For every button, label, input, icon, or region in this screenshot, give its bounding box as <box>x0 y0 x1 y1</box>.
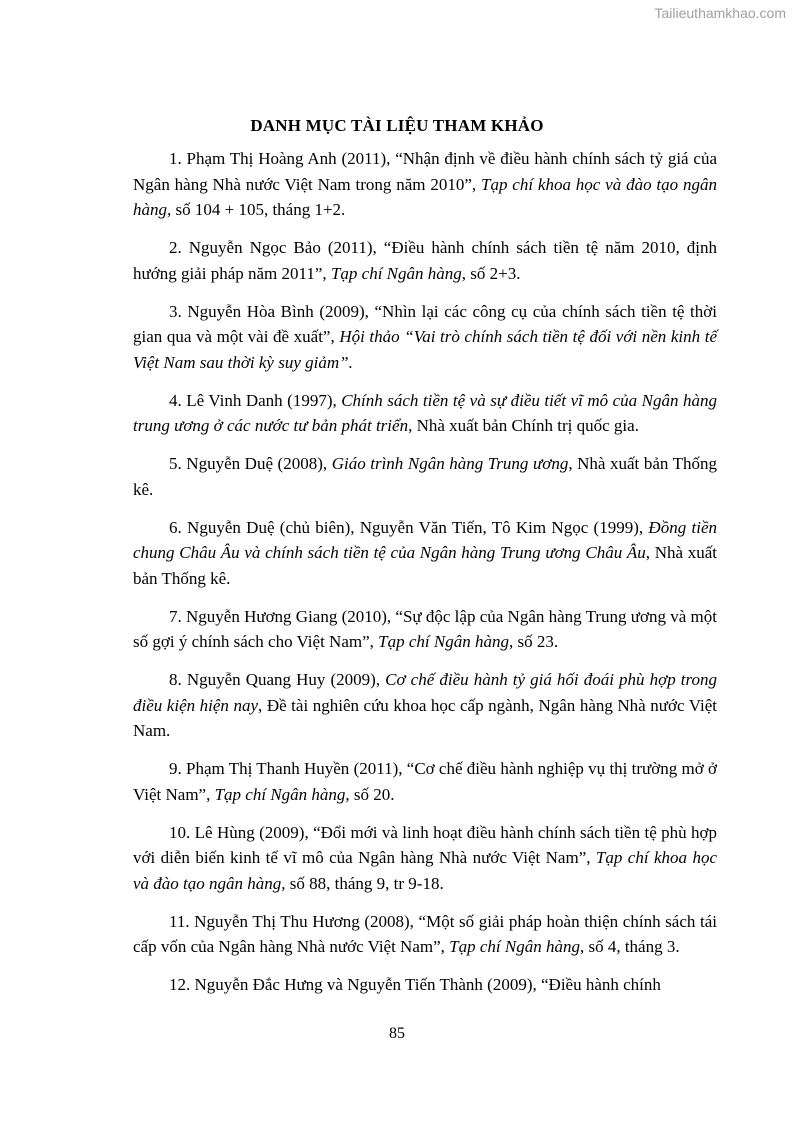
reference-text: , Nhà xuất bản Thống kê. <box>133 543 718 588</box>
reference-source-italic: Giáo trình Ngân hàng Trung ương <box>331 454 569 473</box>
reference-text: 11. Nguyễn Thị Thu Hương (2008), “Một số giải pháp hoàn thiện chính sách tái cấp vốn của Ngân hàng Nhà nước Việt Nam”, <box>133 911 717 956</box>
reference-text: , số 4, tháng 3. <box>579 937 680 956</box>
watermark-text: Tailieuthamkhao.com <box>654 5 786 21</box>
reference-item <box>133 388 717 439</box>
reference-item <box>133 235 717 286</box>
reference-item <box>133 604 717 655</box>
reference-source-italic: Tạp chí Ngân hàng <box>378 632 509 651</box>
reference-item <box>133 299 717 376</box>
reference-source-italic: Tạp chí khoa học và đào tạo ngân hàng, <box>133 848 717 893</box>
reference-item <box>133 146 717 223</box>
reference-source-italic: Hội thảo “Vai trò chính sách tiền tệ đối với nền kinh tế Việt Nam sau thời kỳ suy giảm”. <box>133 327 718 372</box>
reference-item <box>133 515 717 592</box>
reference-source-italic: Chính sách tiền tệ và sự điều tiết vĩ mô của Ngân hàng trung ương ở các nước tư bản phát triển <box>133 390 717 435</box>
reference-text: , số 20. <box>345 784 395 804</box>
reference-source-italic: Tạp chí Ngân hàng <box>449 937 580 956</box>
reference-text: 1. Phạm Thị Hoàng Anh (2011), “Nhận định về điều hành chính sách tỷ giá của Ngân hàng Nhà nước Việt Nam trong năm 2010”, <box>133 149 717 194</box>
reference-text: 4. Lê Vinh Danh (1997), <box>169 390 342 410</box>
reference-item <box>133 820 717 897</box>
page-number: 85 <box>389 1025 405 1042</box>
reference-text: số 104 + 105, tháng 1+2. <box>171 200 346 219</box>
reference-text: 6. Nguyễn Duệ (chủ biên), Nguyễn Văn Tiến, Tô Kim Ngọc (1999), <box>169 517 649 537</box>
page-title: DANH MỤC TÀI LIỆU THAM KHẢO <box>250 116 544 135</box>
reference-item <box>133 972 717 998</box>
reference-text: 8. Nguyễn Quang Huy (2009), <box>169 670 386 689</box>
reference-item <box>133 667 717 744</box>
reference-text: 3. Nguyễn Hòa Bình (2009), “Nhìn lại các công cụ của chính sách tiền tệ thời gian qua và một vài đề xuất”, <box>133 301 717 346</box>
reference-source-italic: Tạp chí Ngân hàng <box>330 263 462 283</box>
reference-source-italic: Đồng tiền chung Châu Âu và chính sách tiền tệ của Ngân hàng Trung ương Châu Âu <box>133 517 717 562</box>
reference-list <box>133 146 717 998</box>
reference-source-italic: Cơ chế điều hành tỷ giá hối đoái phù hợp trong điều kiện hiện nay <box>133 670 717 715</box>
reference-text: số 88, tháng 9, tr 9-18. <box>285 873 444 893</box>
reference-text: 9. Phạm Thị Thanh Huyền (2011), “Cơ chế điều hành nghiệp vụ thị trường mở ở Việt Nam”, <box>133 759 717 804</box>
reference-source-italic: Tạp chí Ngân hàng <box>214 784 346 804</box>
reference-text: 10. Lê Hùng (2009), “Đổi mới và linh hoạt điều hành chính sách tiền tệ phù hợp với diễn biến kinh tế vĩ mô của Ngân hàng Nhà nước Việt Nam”, <box>133 822 717 867</box>
reference-text: 2. Nguyễn Ngọc Bảo (2011), “Điều hành chính sách tiền tệ năm 2010, định hướng giải pháp năm 2011”, <box>133 238 717 283</box>
reference-text: 5. Nguyễn Duệ (2008), <box>169 454 332 473</box>
reference-text: , Đề tài nghiên cứu khoa học cấp ngành, Ngân hàng Nhà nước Việt Nam. <box>133 695 717 740</box>
reference-source-italic: Tạp chí khoa học và đào tạo ngân hàng, <box>133 174 717 219</box>
reference-text: , số 2+3. <box>461 263 521 283</box>
reference-text: , Nhà xuất bản Thống kê. <box>133 454 717 499</box>
reference-text: , Nhà xuất bản Chính trị quốc gia. <box>408 416 639 435</box>
reference-text: , số 23. <box>508 632 559 651</box>
reference-item <box>133 909 717 960</box>
reference-item <box>133 756 717 807</box>
reference-item <box>133 451 717 502</box>
reference-text: 12. Nguyễn Đắc Hưng và Nguyễn Tiến Thành (2009), “Điều hành chính <box>169 975 661 994</box>
reference-text: 7. Nguyễn Hương Giang (2010), “Sự độc lập của Ngân hàng Trung ương và một số gợi ý chính sách cho Việt Nam”, <box>133 606 717 651</box>
